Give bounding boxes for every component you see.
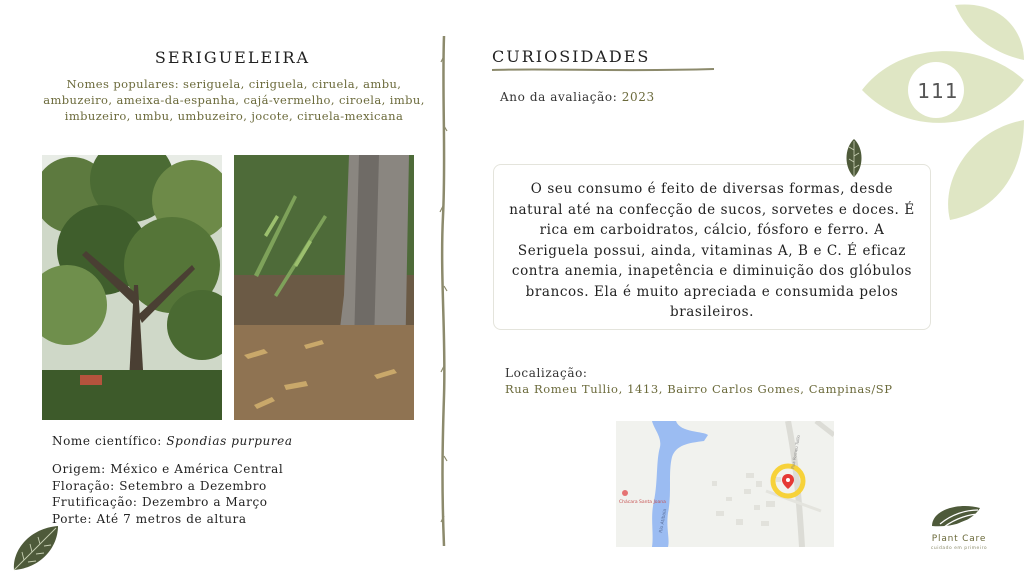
- page-number: 111: [917, 79, 959, 103]
- leaf-decoration-icon: [10, 522, 62, 572]
- map-road-label: Rua Romeu Tullio: [790, 434, 801, 470]
- year-label: Ano da avaliação:: [500, 90, 622, 104]
- scientific-name-row: [52, 434, 293, 448]
- plant-facts: [52, 461, 283, 527]
- place-marker-icon[interactable]: [622, 490, 628, 496]
- curiosities-title: CURIOSIDADES: [492, 47, 651, 66]
- plant-title: SERIGUELEIRA: [154, 48, 311, 67]
- tree-photo: [42, 155, 222, 420]
- evaluation-year: [500, 90, 655, 104]
- title-underline: [492, 66, 714, 74]
- map-place-label: Chácara Santa Joana: [619, 500, 666, 505]
- location-address: Rua Romeu Tullio, 1413, Bairro Carlos Gomes, Campinas/SP: [505, 382, 893, 396]
- trunk-photo: [234, 155, 414, 420]
- fact-fruiting: Frutificação: Dezembro a Março: [52, 495, 268, 509]
- vertical-divider: [438, 36, 450, 546]
- fact-flowering: Floração: Setembro a Dezembro: [52, 478, 267, 493]
- logo-tagline: cuidado em primeiro: [930, 546, 988, 551]
- scientific-label: Nome científico:: [52, 434, 167, 448]
- fact-size: Porte: Até 7 metros de altura: [52, 511, 247, 526]
- location-label: Localização:: [505, 366, 588, 380]
- description-card: O seu consumo é feito de diversas formas, desde natural até na confecção de sucos, sorvetes e doces. É rica em carboidratos, cálcio, fósforo e ferro. A Seriguela possui, ainda, vitaminas A, B e C. É eficaz contra anemia, inapetência e diminuição dos glóbulos brancos. Ela é muito apreciada e consumida pelos brasileiros.: [493, 164, 931, 330]
- year-value: 2023: [621, 90, 655, 104]
- popular-names: Nomes populares: seriguela, ciriguela, ciruela, ambu, ambuzeiro, ameixa-da-espanha, cajá-vermelho, ciroela, imbu, imbuzeiro, umbu, umbuzeiro, jocote, ciruela-mexicana: [43, 77, 425, 123]
- scientific-name: Spondias purpurea: [166, 434, 293, 448]
- logo-name: Plant Care: [931, 534, 987, 544]
- leaf-cluster-decoration: [860, 0, 1024, 230]
- location-map[interactable]: [616, 421, 834, 547]
- fact-origin: Origem: México e América Central: [52, 462, 284, 476]
- map-river-label: Rio Atibaia: [659, 508, 669, 534]
- plant-care-logo-icon: [918, 500, 998, 560]
